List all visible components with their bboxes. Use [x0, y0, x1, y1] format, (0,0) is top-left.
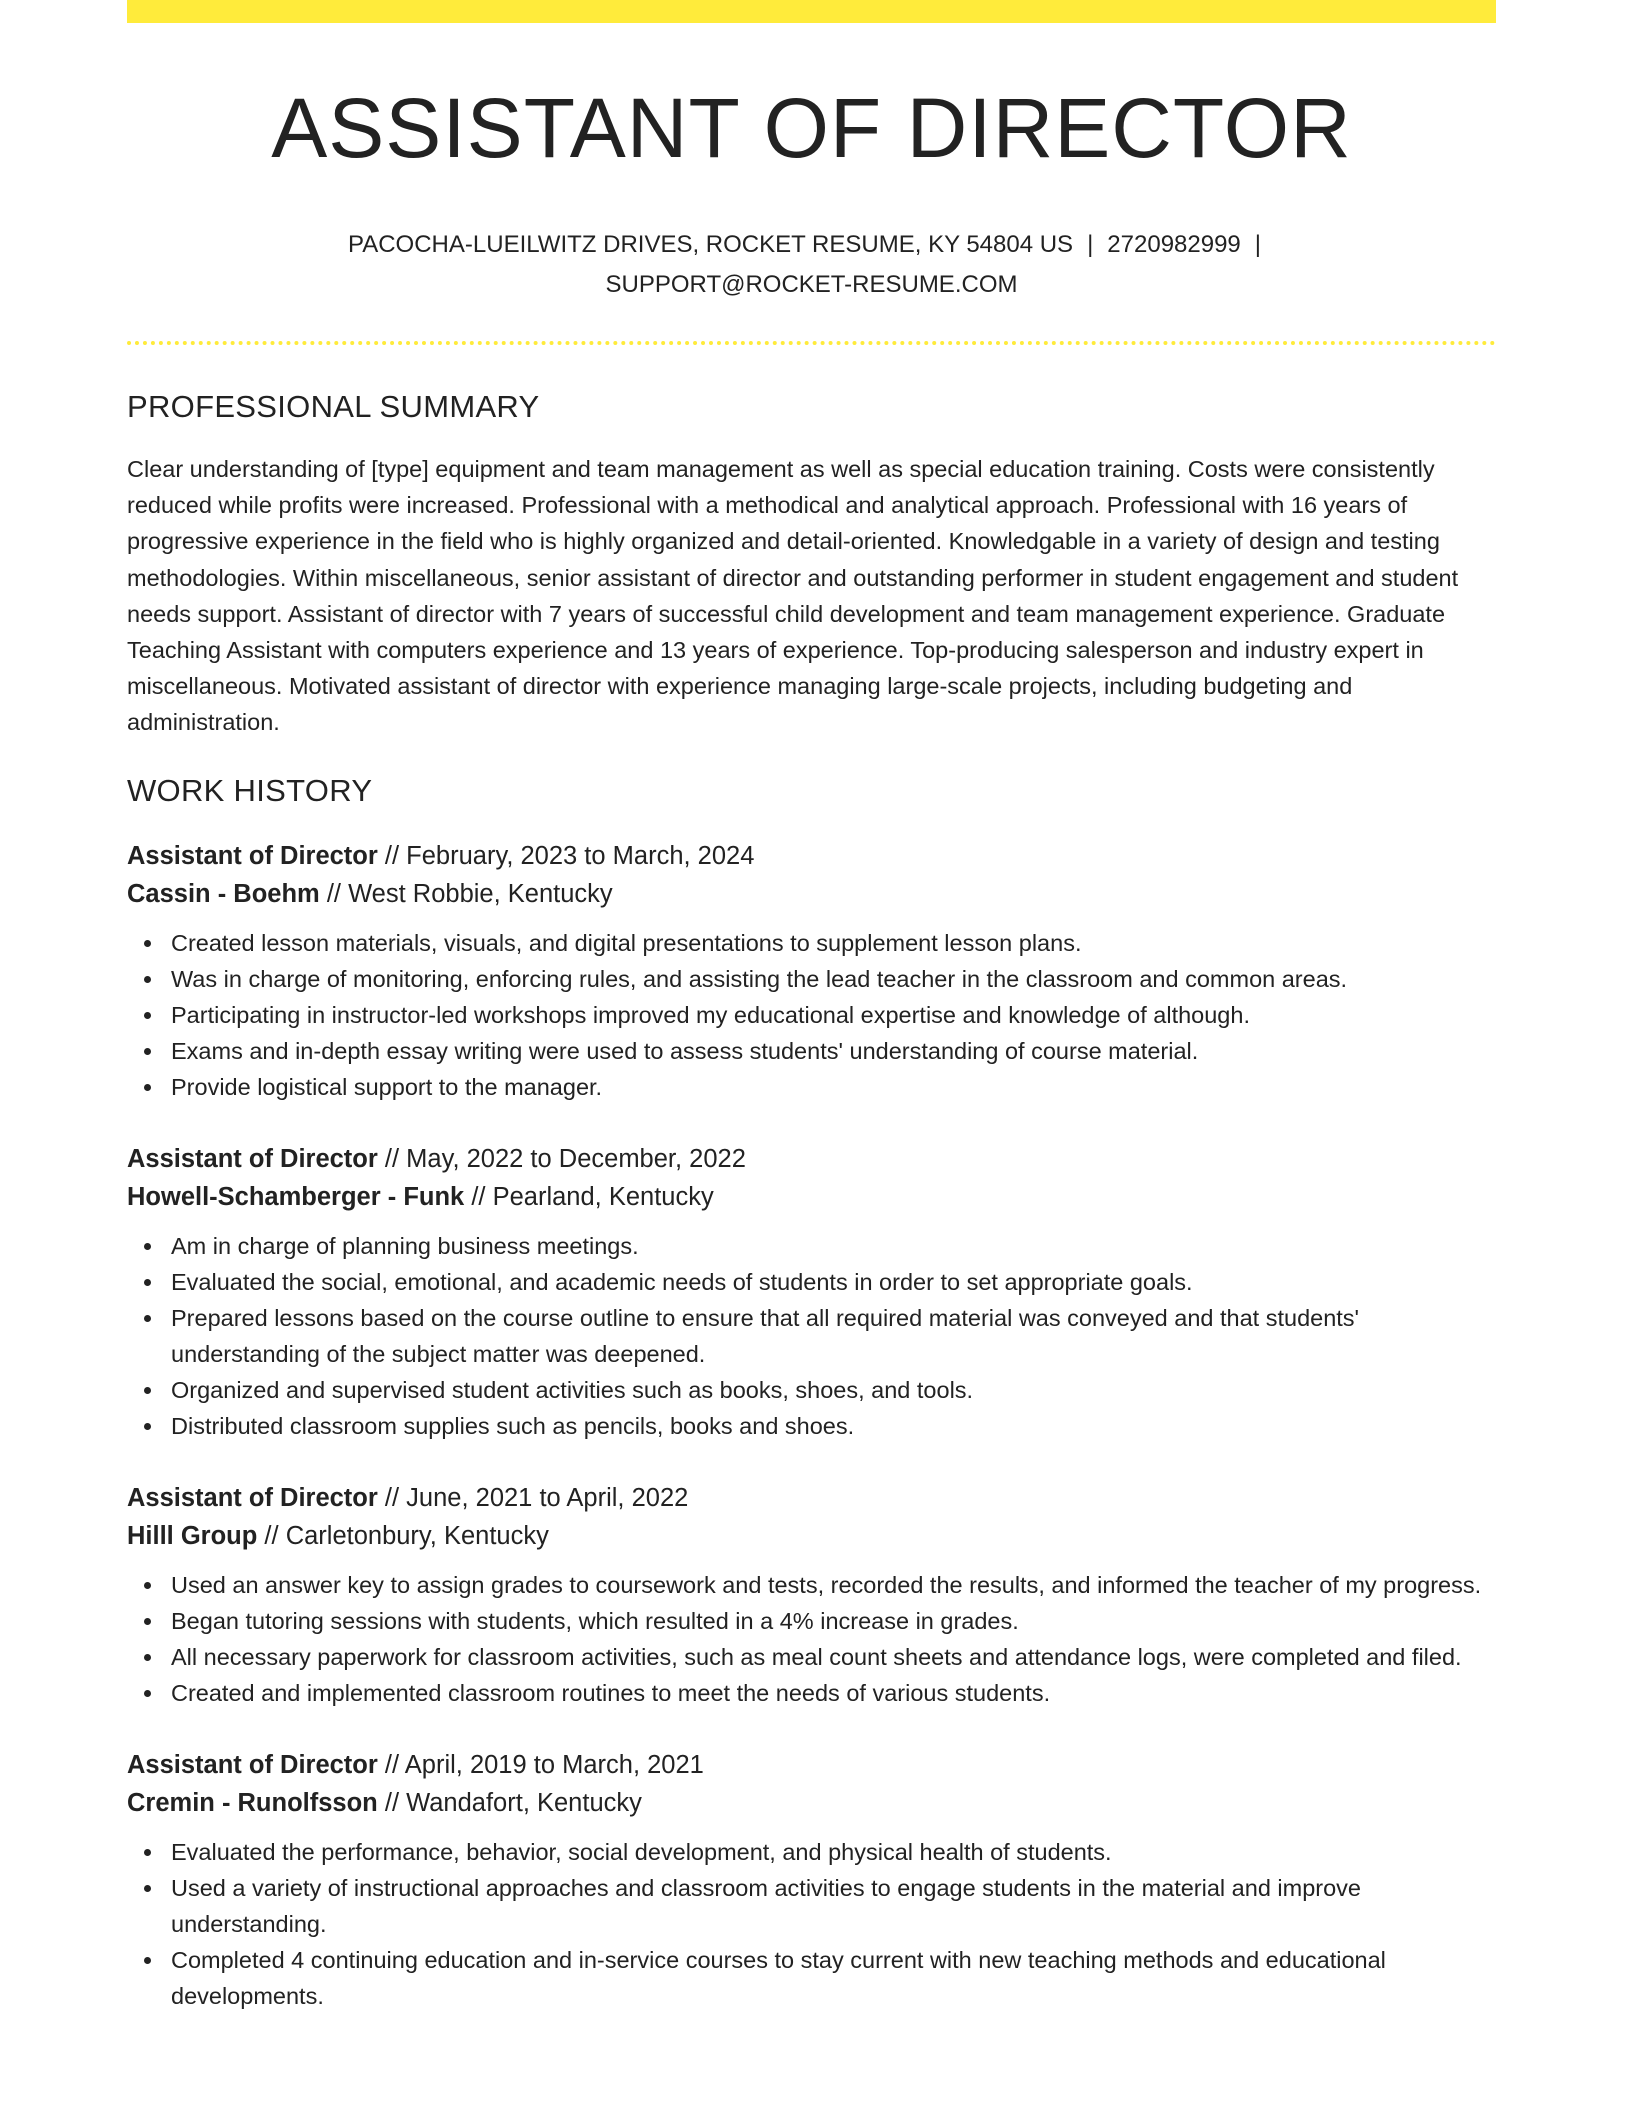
job-dates: February, 2023 to March, 2024 — [406, 841, 755, 870]
job-entry — [127, 1140, 1496, 1444]
job-duty-item: All necessary paperwork for classroom activities, such as meal count sheets and attendance logs, were completed and filed. — [171, 1639, 1496, 1675]
job-duty-item: Prepared lessons based on the course outline to ensure that all required material was conveyed and that students' understanding of the subject matter was deepened. — [171, 1300, 1496, 1372]
job-duty-item: Evaluated the social, emotional, and academic needs of students in order to set appropriate goals. — [171, 1264, 1496, 1300]
candidate-name: ASSISTANT OF DIRECTOR — [271, 81, 1352, 175]
job-role: Assistant of Director — [127, 1144, 378, 1173]
contact-info — [312, 225, 1312, 305]
work-history-heading: WORK HISTORY — [127, 772, 373, 808]
summary-heading: PROFESSIONAL SUMMARY — [127, 389, 540, 424]
job-duties-list — [127, 925, 1496, 1105]
job-location: Pearland, Kentucky — [492, 1182, 714, 1211]
job-separator: // — [384, 1788, 400, 1817]
job-duty-item: Provide logistical support to the manager. — [171, 1069, 1496, 1105]
job-entry — [127, 1479, 1496, 1711]
job-role-line — [127, 1479, 1496, 1517]
job-company-line — [127, 1784, 1496, 1822]
job-duty-item: Used an answer key to assign grades to coursework and tests, recorded the results, and informed the teacher of my progress. — [171, 1567, 1496, 1603]
job-duty-item: Created lesson materials, visuals, and digital presentations to supplement lesson plans. — [171, 925, 1496, 961]
contact-address: PACOCHA-LUEILWITZ DRIVES, ROCKET RESUME, KY 54804 US — [347, 231, 1074, 258]
job-separator: // — [384, 1750, 400, 1779]
dotted-divider — [127, 341, 1496, 345]
job-company: Howell-Schamberger - Funk — [127, 1182, 465, 1211]
job-company-line — [127, 875, 1496, 913]
job-duties-list — [127, 1834, 1496, 2014]
job-separator: // — [264, 1521, 279, 1550]
resume-content — [127, 0, 1496, 2014]
job-location: Wandafort, Kentucky — [406, 1788, 642, 1817]
job-duty-item: Distributed classroom supplies such as pencils, books and shoes. — [171, 1408, 1496, 1444]
job-separator: // — [384, 1483, 400, 1512]
job-dates: April, 2019 to March, 2021 — [404, 1750, 704, 1779]
job-role-line — [127, 837, 1496, 875]
job-separator: // — [384, 841, 400, 870]
job-role: Assistant of Director — [127, 1750, 378, 1779]
job-role: Assistant of Director — [127, 1483, 378, 1512]
job-role: Assistant of Director — [127, 841, 378, 870]
job-role-line — [127, 1746, 1496, 1784]
contact-phone: 2720982999 — [1107, 231, 1241, 258]
job-location: Carletonbury, Kentucky — [285, 1521, 549, 1550]
summary-text: Clear understanding of [type] equipment and team management as well as special education training. Costs were consistently reduced while profits were increased. Professional with a methodical and analytical approach. Professional with 16 years of progressive experience in the field who is highly organized and detail-oriented. Knowledgable in a variety of design and testing methodologies. Within miscellaneous, senior assistant of director and outstanding performer in student engagement and student needs support. Assistant of director with 7 years of successful child development and team management experience. Graduate Teaching Assistant with computers experience and 13 years of experience. Top-producing salesperson and industry expert in miscellaneous. Motivated assistant of director with experience managing large-scale projects, including budgeting and administration. — [127, 456, 1459, 736]
contact-email: SUPPORT@ROCKET-RESUME.COM — [605, 271, 1018, 298]
job-separator: // — [384, 1144, 400, 1173]
job-duty-item: Began tutoring sessions with students, which resulted in a 4% increase in grades. — [171, 1603, 1496, 1639]
job-role-line — [127, 1140, 1496, 1178]
job-duty-item: Organized and supervised student activities such as books, shoes, and tools. — [171, 1372, 1496, 1408]
job-duty-item: Participating in instructor-led workshops improved my educational expertise and knowledge of although. — [171, 997, 1496, 1033]
job-duty-item: Evaluated the performance, behavior, social development, and physical health of students. — [171, 1834, 1496, 1870]
job-duty-item: Completed 4 continuing education and in-service courses to stay current with new teaching methods and educational developments. — [171, 1942, 1496, 2014]
job-company: Cassin - Boehm — [127, 879, 320, 908]
job-company: Cremin - Runolfsson — [127, 1788, 378, 1817]
contact-separator: | — [1254, 231, 1262, 258]
job-company-line — [127, 1517, 1496, 1555]
job-duty-item: Used a variety of instructional approaches and classroom activities to engage students in the material and improve understanding. — [171, 1870, 1496, 1942]
work-history-list — [127, 837, 1496, 2014]
job-company-line — [127, 1178, 1496, 1216]
job-duties-list — [127, 1228, 1496, 1444]
job-dates: May, 2022 to December, 2022 — [406, 1144, 746, 1173]
contact-separator: | — [1087, 231, 1094, 258]
job-separator: // — [326, 879, 341, 908]
job-location: West Robbie, Kentucky — [348, 879, 613, 908]
job-duty-item: Am in charge of planning business meetings. — [171, 1228, 1496, 1264]
job-duty-item: Exams and in-depth essay writing were used to assess students' understanding of course material. — [171, 1033, 1496, 1069]
job-dates: June, 2021 to April, 2022 — [406, 1483, 689, 1512]
job-duty-item: Created and implemented classroom routines to meet the needs of various students. — [171, 1675, 1496, 1711]
job-duties-list — [127, 1567, 1496, 1711]
job-duty-item: Was in charge of monitoring, enforcing rules, and assisting the lead teacher in the classroom and common areas. — [171, 961, 1496, 997]
job-company: Hilll Group — [127, 1521, 258, 1550]
job-entry — [127, 837, 1496, 1105]
job-separator: // — [471, 1182, 486, 1211]
job-entry — [127, 1746, 1496, 2014]
